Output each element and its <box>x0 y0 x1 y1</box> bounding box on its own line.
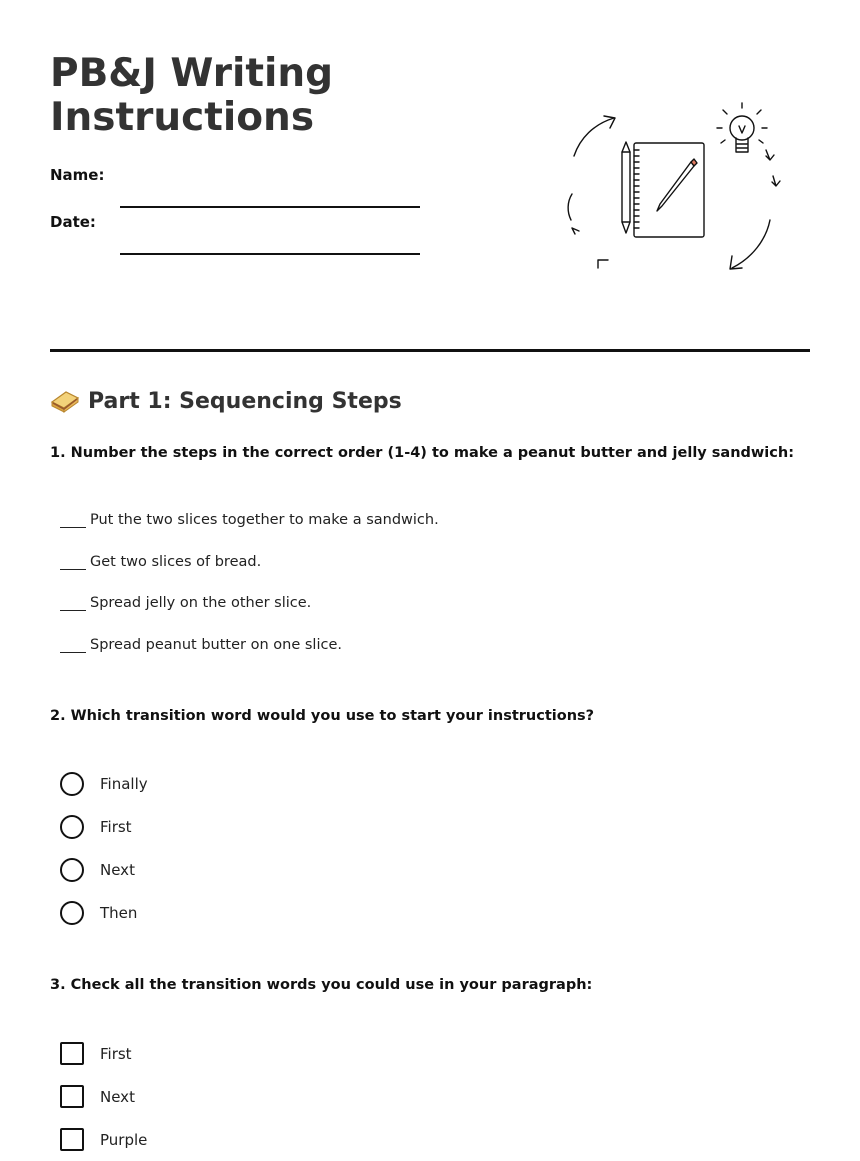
arrow-small-1-icon <box>766 150 774 160</box>
pencil-left-icon <box>622 142 630 233</box>
section-divider <box>50 349 810 352</box>
radio-option[interactable] <box>60 901 137 925</box>
checkbox-option-label: Purple <box>100 1130 148 1149</box>
step-number-blank[interactable] <box>60 638 86 653</box>
arrow-top-left-icon <box>574 118 614 156</box>
part1-heading <box>50 388 402 414</box>
step-text: Spread peanut butter on one slice. <box>90 637 342 653</box>
radio-button[interactable] <box>60 772 84 796</box>
title-line-1: PB&J Writing <box>50 51 334 96</box>
pencil-writing-icon <box>657 159 697 211</box>
checkbox[interactable] <box>60 1042 84 1065</box>
title-line-2: Instructions <box>50 95 315 140</box>
radio-option[interactable] <box>60 815 132 839</box>
radio-option-label: Then <box>100 904 138 922</box>
radio-option-label: Finally <box>100 775 148 793</box>
date-field-group <box>50 213 430 243</box>
name-field-group <box>50 166 430 196</box>
arrow-small-2-icon <box>772 176 780 186</box>
radio-option[interactable] <box>60 772 148 796</box>
radio-option-label: Next <box>100 861 135 879</box>
step-text: Put the two slices together to make a sandwich. <box>90 512 439 528</box>
checkbox-option[interactable] <box>60 1085 135 1108</box>
date-line <box>120 233 420 255</box>
name-input[interactable] <box>120 188 420 206</box>
date-label: Date: <box>50 213 96 231</box>
step-text: Spread jelly on the other slice. <box>90 595 312 611</box>
checkbox-option-label: First <box>100 1044 132 1063</box>
radio-button[interactable] <box>60 901 84 925</box>
checkbox[interactable] <box>60 1085 84 1108</box>
step-number-blank[interactable] <box>60 555 86 570</box>
step-item <box>60 637 342 653</box>
question-1-prompt: 1. Number the steps in the correct order (1-4) to make a peanut butter and jelly sandwich: <box>50 445 794 461</box>
checkbox[interactable] <box>60 1128 84 1151</box>
arrow-left-icon <box>568 194 572 220</box>
name-label: Name: <box>50 166 105 184</box>
radio-button[interactable] <box>60 858 84 882</box>
page-title <box>50 52 333 140</box>
step-item <box>60 512 439 528</box>
checkbox-option-label: Next <box>100 1087 135 1106</box>
date-input[interactable] <box>120 235 420 253</box>
radio-option-label: First <box>100 818 132 836</box>
corner-mark-icon <box>598 260 608 268</box>
radio-option[interactable] <box>60 858 135 882</box>
checkbox-option[interactable] <box>60 1128 147 1151</box>
sandwich-icon <box>50 388 80 414</box>
step-item <box>60 554 261 570</box>
step-item <box>60 595 311 611</box>
step-number-blank[interactable] <box>60 596 86 611</box>
lightbulb-icon <box>717 103 767 152</box>
notebook-icon <box>634 143 704 237</box>
name-line <box>120 186 420 208</box>
checkbox-option[interactable] <box>60 1042 132 1065</box>
step-number-blank[interactable] <box>60 513 86 528</box>
step-text: Get two slices of bread. <box>90 554 262 570</box>
part1-heading-text: Part 1: Sequencing Steps <box>88 388 402 414</box>
question-3-prompt: 3. Check all the transition words you could use in your paragraph: <box>50 977 593 993</box>
radio-button[interactable] <box>60 815 84 839</box>
question-2-prompt: 2. Which transition word would you use to start your instructions? <box>50 708 595 724</box>
arrow-bottom-right-icon <box>732 220 770 268</box>
notebook-illustration <box>560 100 790 280</box>
